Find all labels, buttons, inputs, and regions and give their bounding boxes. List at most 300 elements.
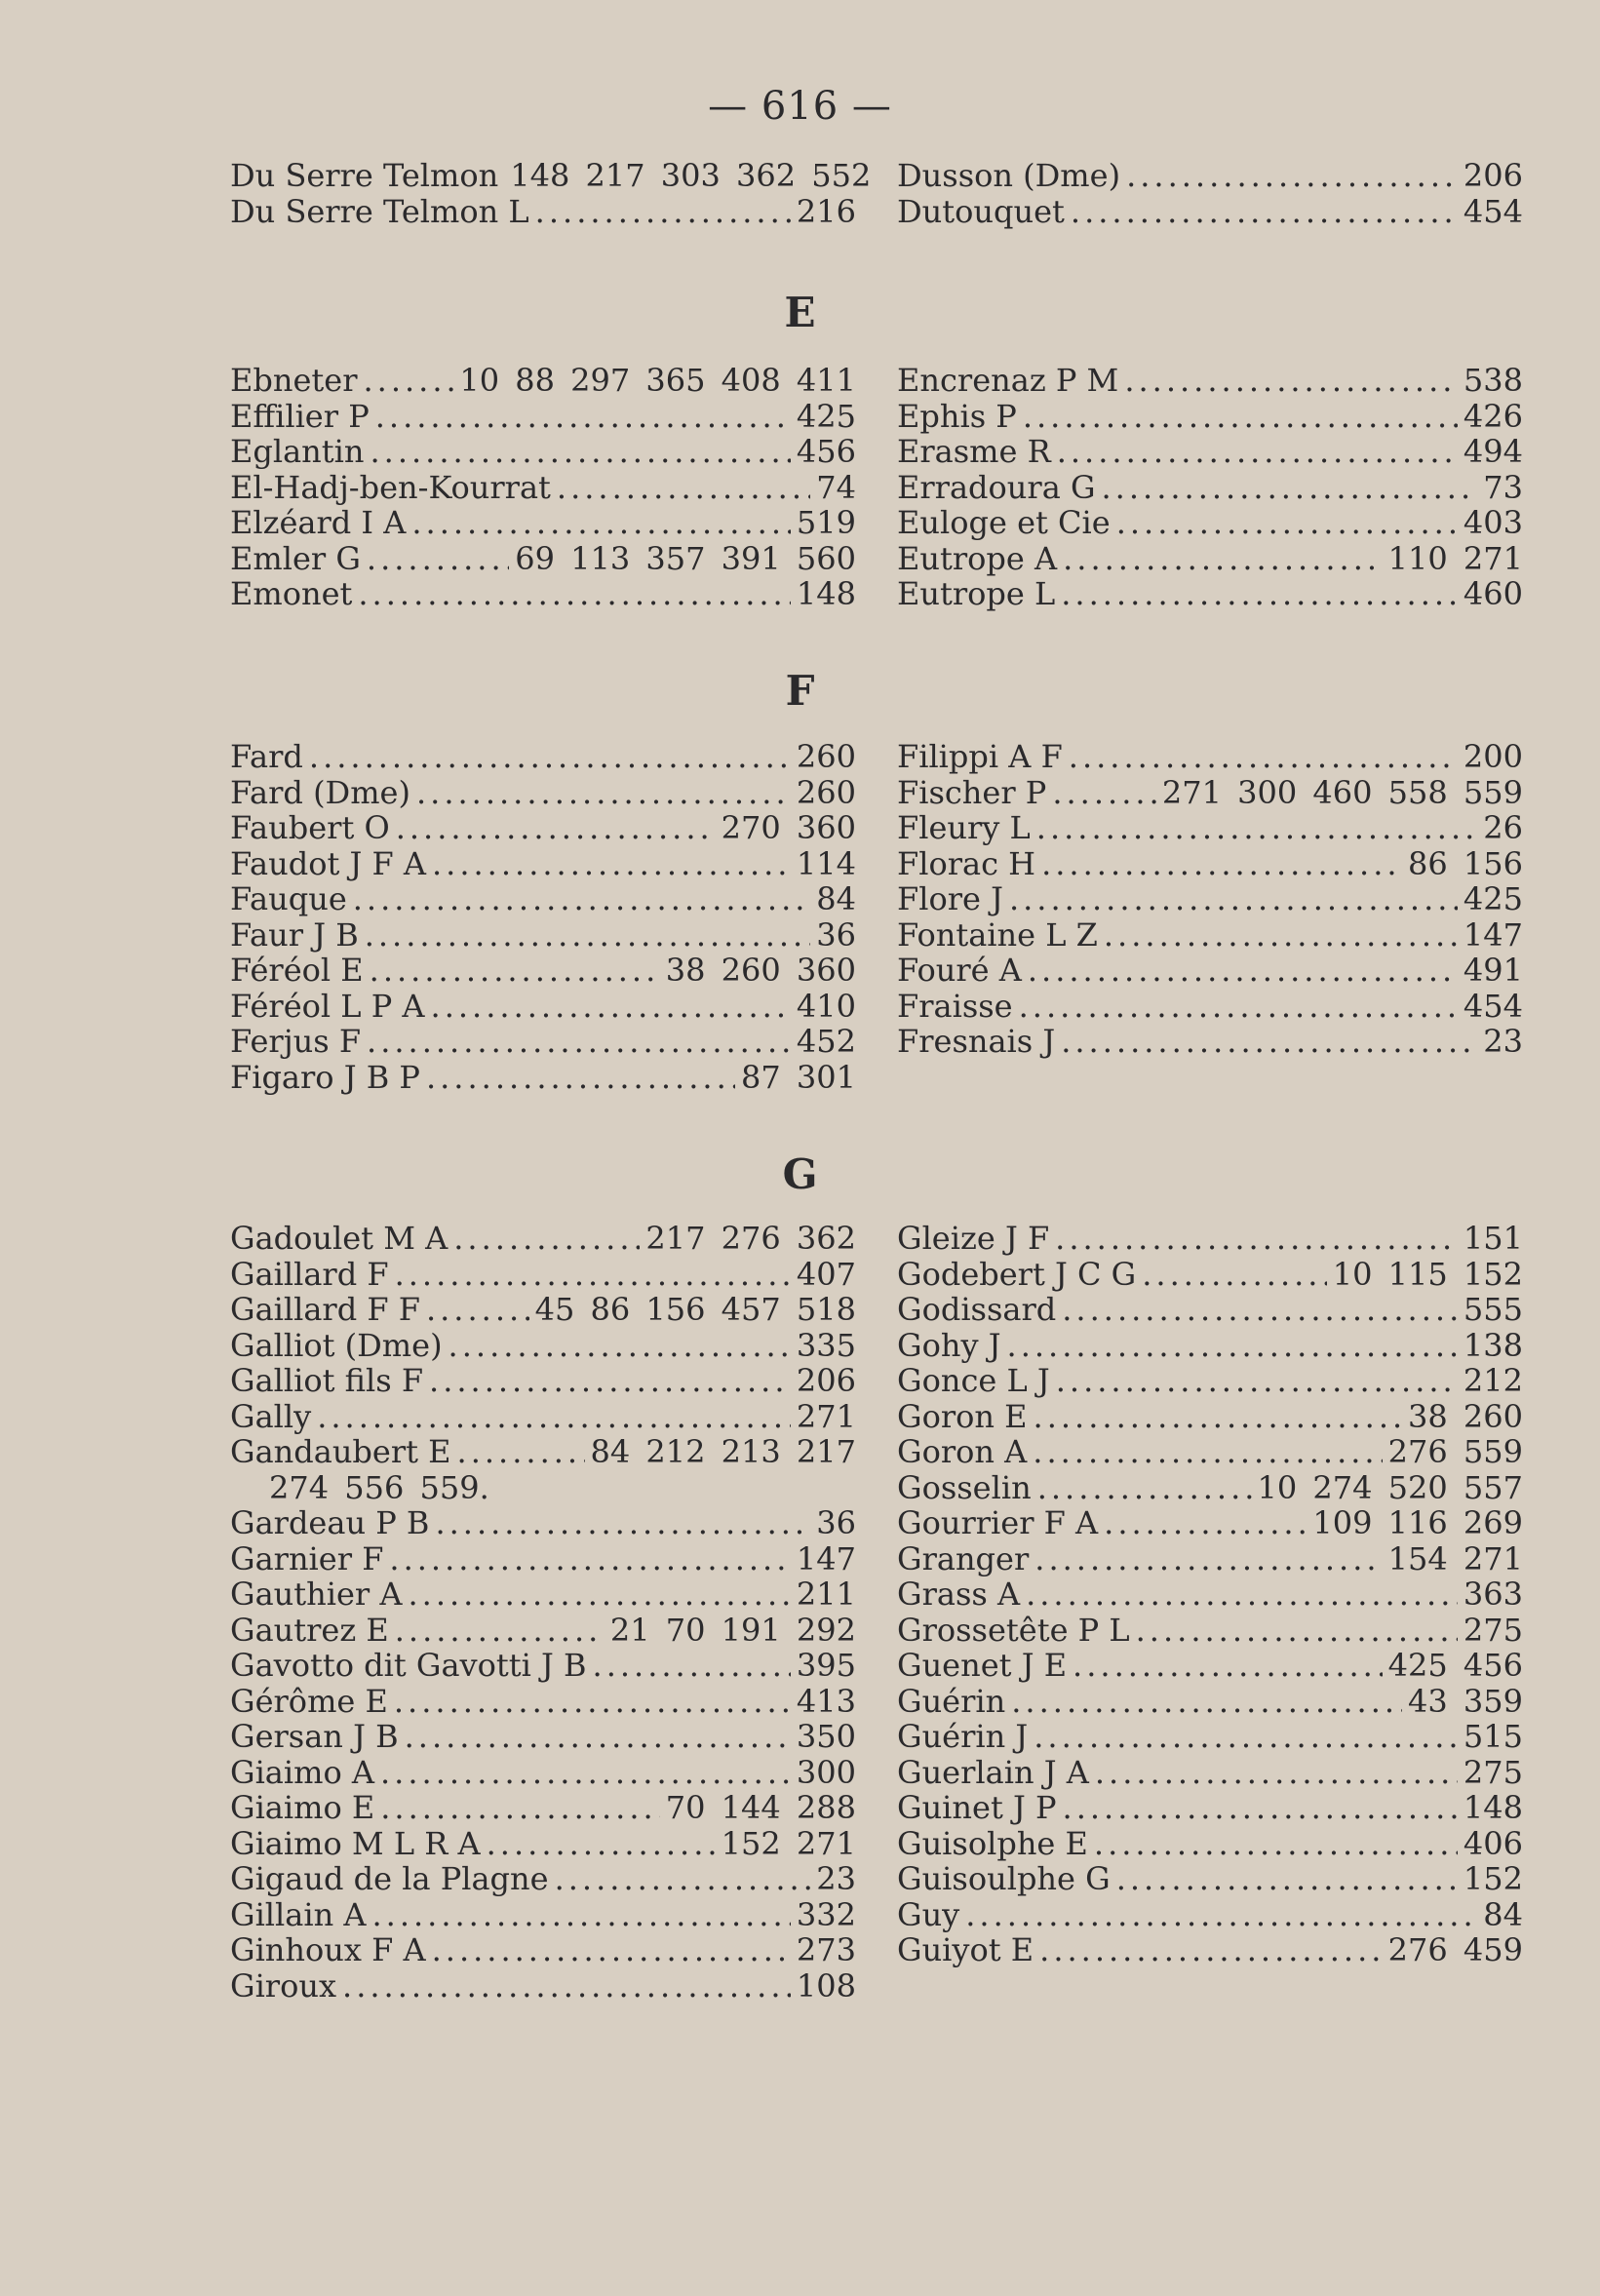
entry-page-numbers: 114 bbox=[796, 844, 856, 882]
dot-leader bbox=[965, 1897, 1477, 1933]
entry-name: Ginhoux F A bbox=[230, 1931, 426, 1968]
entry-page-numbers: 332 bbox=[796, 1895, 856, 1933]
entry-name: Eutrope A bbox=[897, 539, 1058, 577]
dot-leader bbox=[457, 1434, 585, 1470]
entry-name: Gleize J F bbox=[897, 1220, 1050, 1257]
entry-name: Grass A bbox=[897, 1576, 1021, 1613]
dot-leader bbox=[317, 1399, 791, 1435]
index-entry bbox=[230, 363, 856, 399]
index-entry bbox=[897, 1826, 1523, 1862]
entry-name: Gosselin bbox=[897, 1468, 1032, 1506]
index-entry bbox=[897, 576, 1523, 612]
index-entry bbox=[230, 1257, 856, 1293]
entry-name: Ephis P bbox=[897, 397, 1017, 435]
dot-leader bbox=[309, 739, 791, 775]
entry-name: Granger bbox=[897, 1539, 1030, 1577]
entry-page-numbers: 74 bbox=[816, 468, 856, 506]
index-entry bbox=[897, 1292, 1523, 1328]
dot-leader bbox=[1007, 1328, 1458, 1364]
dot-leader bbox=[375, 399, 791, 435]
entry-page-numbers: 206 bbox=[796, 1362, 856, 1399]
entry-name: Gauthier A bbox=[230, 1576, 403, 1613]
index-entry bbox=[897, 810, 1523, 846]
entry-page-numbers: 152 bbox=[1463, 1860, 1523, 1897]
entry-page-numbers: 148 217 303 362 552 bbox=[510, 157, 872, 194]
index-entry bbox=[897, 1897, 1523, 1933]
entry-name: Guinet J P bbox=[897, 1789, 1057, 1826]
entry-page-numbers: 36 bbox=[816, 915, 856, 953]
index-entry bbox=[897, 1932, 1523, 1968]
entry-name: Guérin bbox=[897, 1682, 1006, 1720]
entry-name: Fraisse bbox=[897, 987, 1013, 1025]
entry-name: Giaimo A bbox=[230, 1753, 374, 1791]
entry-page-numbers: 260 bbox=[796, 773, 856, 811]
entry-name: Figaro J B P bbox=[230, 1058, 420, 1096]
entry-name: Giaimo E bbox=[230, 1789, 375, 1826]
entry-page-numbers: 21 70 191 292 bbox=[609, 1611, 856, 1649]
dot-leader bbox=[1104, 1505, 1307, 1541]
entry-page-numbers: 273 bbox=[796, 1931, 856, 1968]
entry-page-numbers: 147 bbox=[796, 1539, 856, 1577]
dot-leader bbox=[1095, 1755, 1458, 1791]
entry-name: Dusson (Dme) bbox=[897, 157, 1121, 194]
dot-leader bbox=[405, 1719, 791, 1755]
index-entry bbox=[230, 846, 856, 882]
entry-name: Guy bbox=[897, 1895, 960, 1933]
dot-leader bbox=[449, 1328, 791, 1364]
dot-leader bbox=[555, 1861, 811, 1897]
dot-leader bbox=[1063, 1790, 1458, 1826]
section-d-right-column bbox=[897, 158, 1523, 229]
dot-leader bbox=[363, 363, 453, 399]
entry-page-numbers: 276 459 bbox=[1387, 1931, 1523, 1968]
index-entry bbox=[230, 775, 856, 811]
entry-page-numbers: 426 bbox=[1463, 397, 1523, 435]
entry-name: Goron A bbox=[897, 1433, 1028, 1470]
entry-page-numbers: 335 bbox=[796, 1326, 856, 1364]
entry-name: Fard (Dme) bbox=[230, 773, 410, 811]
entry-page-numbers: 10 88 297 365 408 411 bbox=[459, 362, 856, 399]
index-entry bbox=[230, 576, 856, 612]
entry-page-numbers: 70 144 288 bbox=[665, 1789, 856, 1826]
entry-page-numbers: 456 bbox=[796, 433, 856, 470]
index-entry bbox=[897, 1024, 1523, 1060]
entry-page-numbers: 110 271 bbox=[1387, 539, 1523, 577]
entry-name: Féréol L P A bbox=[230, 987, 425, 1025]
entry-page-numbers: 148 bbox=[1463, 1789, 1523, 1826]
dot-leader bbox=[411, 505, 791, 541]
section-g-right-column bbox=[897, 1221, 1523, 1968]
index-entry bbox=[230, 434, 856, 470]
dot-leader bbox=[429, 1363, 791, 1399]
entry-name: Fontaine L Z bbox=[897, 915, 1098, 953]
entry-name: Féréol E bbox=[230, 952, 364, 989]
index-entry bbox=[230, 1755, 856, 1791]
entry-name: Guenet J E bbox=[897, 1647, 1068, 1684]
entry-page-numbers: 43 359 bbox=[1408, 1682, 1523, 1720]
dot-leader bbox=[1102, 470, 1478, 506]
section-d-left-column bbox=[230, 157, 872, 230]
index-entry bbox=[230, 1399, 856, 1435]
entry-page-numbers: 108 bbox=[796, 1966, 856, 2004]
entry-page-numbers: 410 bbox=[796, 987, 856, 1025]
dot-leader bbox=[367, 1024, 791, 1060]
entry-name: El-Hadj-ben-Kourrat bbox=[230, 468, 551, 506]
dot-leader bbox=[1116, 505, 1458, 541]
dot-leader bbox=[435, 1505, 810, 1541]
entry-name: Guisolphe E bbox=[897, 1824, 1088, 1862]
dot-leader bbox=[371, 1897, 790, 1933]
index-entry bbox=[230, 1861, 856, 1897]
entry-page-numbers: 147 bbox=[1463, 915, 1523, 953]
entry-name: Eglantin bbox=[230, 433, 365, 470]
entry-page-numbers: 454 bbox=[1463, 987, 1523, 1025]
index-entry bbox=[897, 1648, 1523, 1684]
dot-leader bbox=[1061, 576, 1458, 612]
entry-page-numbers: 275 bbox=[1463, 1753, 1523, 1791]
dot-leader bbox=[395, 1257, 791, 1293]
entry-page-numbers: 84 bbox=[816, 880, 856, 917]
dot-leader bbox=[535, 194, 791, 230]
entry-name: Gautrez E bbox=[230, 1611, 389, 1649]
index-entry bbox=[897, 1576, 1523, 1613]
entry-page-numbers: 212 bbox=[1463, 1362, 1523, 1399]
entry-page-numbers: 216 bbox=[796, 192, 856, 230]
entry-name: Erradoura G bbox=[897, 468, 1096, 506]
entry-page-numbers: 10 115 152 bbox=[1332, 1255, 1523, 1293]
dot-leader bbox=[394, 1684, 791, 1720]
index-entry bbox=[230, 1060, 856, 1096]
dot-leader bbox=[487, 1826, 716, 1862]
index-entry bbox=[897, 1790, 1523, 1826]
entry-name: Faur J B bbox=[230, 915, 359, 953]
dot-leader bbox=[432, 846, 791, 882]
dot-leader bbox=[1023, 399, 1458, 435]
entry-name: Elzéard I A bbox=[230, 504, 407, 541]
index-entry bbox=[230, 1541, 856, 1577]
dot-leader bbox=[389, 1541, 791, 1577]
index-entry bbox=[230, 1826, 856, 1862]
dot-leader bbox=[1116, 1861, 1458, 1897]
entry-name: Grossetête P L bbox=[897, 1611, 1130, 1649]
dot-leader bbox=[353, 881, 811, 917]
entry-name: Gersan J B bbox=[230, 1718, 399, 1755]
entry-name: Guérin J bbox=[897, 1718, 1029, 1755]
entry-page-numbers: 494 bbox=[1463, 433, 1523, 470]
index-entry bbox=[897, 1861, 1523, 1897]
entry-name: Gavotto dit Gavotti J B bbox=[230, 1647, 587, 1684]
entry-page-numbers: 276 559 bbox=[1387, 1433, 1523, 1470]
dot-leader bbox=[1036, 810, 1478, 846]
entry-name: Goron E bbox=[897, 1397, 1028, 1435]
index-entry bbox=[230, 541, 856, 577]
dot-leader bbox=[1039, 1932, 1383, 1968]
section-f-right-column bbox=[897, 739, 1523, 1060]
entry-page-numbers: 151 bbox=[1463, 1220, 1523, 1257]
section-e-left-column bbox=[230, 363, 856, 612]
index-entry bbox=[897, 1363, 1523, 1399]
entry-page-numbers: 425 456 bbox=[1387, 1647, 1523, 1684]
entry-page-numbers: 45 86 156 457 518 bbox=[534, 1291, 856, 1328]
entry-page-numbers: 425 bbox=[796, 397, 856, 435]
index-entry bbox=[897, 1684, 1523, 1720]
index-entry bbox=[897, 917, 1523, 953]
entry-page-numbers: 413 bbox=[796, 1682, 856, 1720]
index-entry bbox=[230, 470, 856, 506]
entry-name: Eutrope L bbox=[897, 575, 1056, 612]
entry-name: Gonce L J bbox=[897, 1362, 1050, 1399]
index-entry bbox=[897, 739, 1523, 775]
dot-leader bbox=[1094, 1826, 1458, 1862]
entry-page-numbers: 555 bbox=[1463, 1291, 1523, 1328]
entry-page-numbers: 452 bbox=[796, 1023, 856, 1060]
entry-page-numbers: 407 bbox=[796, 1255, 856, 1293]
index-entry bbox=[897, 1470, 1523, 1506]
entry-name: Godebert J C G bbox=[897, 1255, 1137, 1293]
dot-leader bbox=[367, 541, 509, 577]
section-e-right-column bbox=[897, 363, 1523, 612]
entry-page-numbers: 519 bbox=[796, 504, 856, 541]
index-entry bbox=[897, 1755, 1523, 1791]
entry-page-numbers: 154 271 bbox=[1387, 1539, 1523, 1577]
dot-leader bbox=[1063, 541, 1383, 577]
entry-name: Fauque bbox=[230, 880, 347, 917]
entry-name: Gaillard F F bbox=[230, 1291, 420, 1328]
index-entry bbox=[897, 363, 1523, 399]
entry-name: Gérôme E bbox=[230, 1682, 388, 1720]
dot-leader bbox=[426, 1060, 735, 1096]
entry-page-numbers: 138 bbox=[1463, 1326, 1523, 1364]
entry-page-numbers: 425 bbox=[1463, 880, 1523, 917]
dot-leader bbox=[1142, 1257, 1327, 1293]
dot-leader bbox=[1126, 158, 1458, 194]
index-entry bbox=[230, 1363, 856, 1399]
entry-page-numbers: 271 300 460 558 559 bbox=[1161, 773, 1523, 811]
entry-name: Faudot J F A bbox=[230, 844, 426, 882]
index-entry bbox=[897, 1257, 1523, 1293]
entry-page-numbers: 69 113 357 391 560 bbox=[515, 539, 856, 577]
entry-name: Gigaud de la Plagne bbox=[230, 1860, 549, 1897]
entry-name: Guiyot E bbox=[897, 1931, 1034, 1968]
entry-page-numbers: 26 bbox=[1483, 809, 1523, 846]
section-letter-g: G bbox=[782, 1150, 818, 1198]
entry-name: Godissard bbox=[897, 1291, 1057, 1328]
dot-leader bbox=[1062, 1292, 1458, 1328]
dot-leader bbox=[342, 1968, 791, 2004]
entry-page-numbers: 148 bbox=[796, 575, 856, 612]
entry-name: Guerlain J A bbox=[897, 1753, 1089, 1791]
entry-page-numbers: 206 bbox=[1463, 157, 1523, 194]
entry-name: Encrenaz P M bbox=[897, 362, 1119, 399]
index-entry bbox=[230, 917, 856, 953]
index-entry bbox=[230, 1932, 856, 1968]
dot-leader bbox=[395, 1613, 605, 1649]
index-entry bbox=[230, 1328, 856, 1364]
index-entry bbox=[230, 1648, 856, 1684]
entry-page-numbers: 217 276 362 bbox=[645, 1220, 856, 1257]
entry-page-numbers: 200 bbox=[1463, 738, 1523, 775]
entry-name: Gillain A bbox=[230, 1895, 367, 1933]
entry-name: Fouré A bbox=[897, 952, 1022, 989]
entry-page-numbers: 211 bbox=[796, 1576, 856, 1613]
index-entry bbox=[230, 1505, 856, 1541]
entry-name: Dutouquet bbox=[897, 192, 1065, 230]
dot-leader bbox=[380, 1790, 660, 1826]
entry-page-numbers: 270 360 bbox=[721, 809, 856, 846]
entry-name: Flore J bbox=[897, 880, 1003, 917]
index-entry bbox=[897, 1541, 1523, 1577]
entry-page-numbers: 10 274 520 557 bbox=[1257, 1468, 1523, 1506]
index-entry bbox=[897, 775, 1523, 811]
entry-name: Ferjus F bbox=[230, 1023, 362, 1060]
dot-leader bbox=[358, 576, 791, 612]
entry-page-numbers: 538 bbox=[1463, 362, 1523, 399]
dot-leader bbox=[593, 1648, 791, 1684]
entry-page-numbers: 515 bbox=[1463, 1718, 1523, 1755]
entry-page-numbers: 87 301 bbox=[741, 1058, 856, 1096]
index-entry bbox=[897, 953, 1523, 989]
index-entry bbox=[897, 1328, 1523, 1364]
index-entry bbox=[230, 989, 856, 1025]
entry-name: Galliot fils F bbox=[230, 1362, 424, 1399]
index-entry bbox=[230, 1684, 856, 1720]
index-entry bbox=[897, 989, 1523, 1025]
index-entry bbox=[230, 1292, 856, 1328]
dot-leader bbox=[365, 917, 811, 953]
index-entry bbox=[230, 1221, 856, 1257]
index-entry-continuation: 274 556 559. bbox=[269, 1468, 489, 1506]
dot-leader bbox=[431, 989, 791, 1025]
section-letter-e: E bbox=[784, 289, 816, 336]
dot-leader bbox=[1026, 1576, 1458, 1613]
index-entry bbox=[230, 739, 856, 775]
entry-page-numbers: 38 260 360 bbox=[665, 952, 856, 989]
entry-page-numbers: 271 bbox=[796, 1397, 856, 1435]
entry-name: Effilier P bbox=[230, 397, 370, 435]
index-entry bbox=[230, 1434, 856, 1470]
entry-page-numbers: 406 bbox=[1463, 1824, 1523, 1862]
index-entry bbox=[897, 158, 1523, 194]
dot-leader bbox=[1069, 739, 1458, 775]
entry-page-numbers: 460 bbox=[1463, 575, 1523, 612]
index-entry bbox=[897, 194, 1523, 230]
entry-name: Emonet bbox=[230, 575, 353, 612]
entry-page-numbers: 395 bbox=[796, 1647, 856, 1684]
dot-leader bbox=[1136, 1613, 1458, 1649]
entry-name: Ebneter bbox=[230, 362, 358, 399]
dot-leader bbox=[1071, 194, 1458, 230]
entry-name: Euloge et Cie bbox=[897, 504, 1111, 541]
dot-leader bbox=[1061, 1024, 1477, 1060]
index-entry bbox=[230, 1576, 856, 1613]
entry-page-numbers: 23 bbox=[816, 1860, 856, 1897]
entry-page-numbers: 350 bbox=[796, 1718, 856, 1755]
entry-name: Garnier F bbox=[230, 1539, 384, 1577]
dot-leader bbox=[432, 1932, 791, 1968]
index-entry bbox=[897, 399, 1523, 435]
entry-name: Fard bbox=[230, 738, 303, 775]
section-g-left-column bbox=[230, 1221, 856, 2004]
entry-name: Giroux bbox=[230, 1966, 337, 2004]
dot-leader bbox=[380, 1755, 791, 1791]
entry-page-numbers: 38 260 bbox=[1408, 1397, 1523, 1435]
entry-name: Emler G bbox=[230, 539, 361, 577]
entry-name: Filippi A F bbox=[897, 738, 1063, 775]
index-entry bbox=[230, 1968, 856, 2004]
dot-leader bbox=[1073, 1648, 1383, 1684]
dot-leader bbox=[1055, 1221, 1458, 1257]
dot-leader bbox=[453, 1221, 640, 1257]
entry-page-numbers: 363 bbox=[1463, 1576, 1523, 1613]
entry-page-numbers: 152 271 bbox=[721, 1824, 856, 1862]
index-entry bbox=[230, 505, 856, 541]
entry-page-numbers: 491 bbox=[1463, 952, 1523, 989]
dot-leader bbox=[1104, 917, 1458, 953]
entry-name: Fischer P bbox=[897, 773, 1047, 811]
entry-page-numbers: 73 bbox=[1483, 468, 1523, 506]
dot-leader bbox=[1034, 1719, 1458, 1755]
index-entry bbox=[897, 1221, 1523, 1257]
entry-page-numbers: 86 156 bbox=[1408, 844, 1523, 882]
entry-name: Du Serre Telmon L bbox=[230, 192, 529, 230]
index-entry bbox=[230, 157, 872, 194]
index-entry bbox=[230, 1613, 856, 1649]
dot-leader bbox=[1056, 1363, 1458, 1399]
index-entry bbox=[897, 505, 1523, 541]
index-entry bbox=[897, 434, 1523, 470]
dot-leader bbox=[416, 775, 791, 811]
index-entry bbox=[897, 1505, 1523, 1541]
dot-leader bbox=[396, 810, 716, 846]
dot-leader bbox=[1124, 363, 1458, 399]
dot-leader bbox=[426, 1292, 529, 1328]
index-entry bbox=[230, 1719, 856, 1755]
index-entry bbox=[230, 881, 856, 917]
entry-name: Florac H bbox=[897, 844, 1036, 882]
entry-name: Gardeau P B bbox=[230, 1504, 430, 1541]
index-entry bbox=[897, 541, 1523, 577]
index-entry bbox=[230, 399, 856, 435]
entry-name: Galliot (Dme) bbox=[230, 1326, 443, 1364]
index-entry bbox=[230, 1024, 856, 1060]
index-entry bbox=[897, 1399, 1523, 1435]
dot-leader bbox=[1011, 1684, 1402, 1720]
entry-name: Fleury L bbox=[897, 809, 1031, 846]
entry-page-numbers: 36 bbox=[816, 1504, 856, 1541]
entry-name: Gaillard F bbox=[230, 1255, 389, 1293]
page-number: — 616 — bbox=[708, 84, 892, 129]
dot-leader bbox=[370, 434, 790, 470]
entry-name: Faubert O bbox=[230, 809, 390, 846]
entry-page-numbers: 84 212 213 217 bbox=[590, 1433, 856, 1470]
dot-leader bbox=[1028, 953, 1458, 989]
dot-leader bbox=[1019, 989, 1458, 1025]
entry-name: Guisoulphe G bbox=[897, 1860, 1111, 1897]
index-entry bbox=[230, 810, 856, 846]
dot-leader bbox=[557, 470, 810, 506]
section-f-left-column bbox=[230, 739, 856, 1095]
entry-name: Du Serre Telmon bbox=[230, 157, 499, 194]
entry-page-numbers: 403 bbox=[1463, 504, 1523, 541]
dot-leader bbox=[1034, 1399, 1403, 1435]
index-entry bbox=[230, 1790, 856, 1826]
entry-name: Gourrier F A bbox=[897, 1504, 1099, 1541]
entry-page-numbers: 260 bbox=[796, 738, 856, 775]
entry-page-numbers: 300 bbox=[796, 1753, 856, 1791]
dot-leader bbox=[1037, 1470, 1252, 1506]
index-entry bbox=[897, 470, 1523, 506]
entry-name: Gandaubert E bbox=[230, 1433, 451, 1470]
